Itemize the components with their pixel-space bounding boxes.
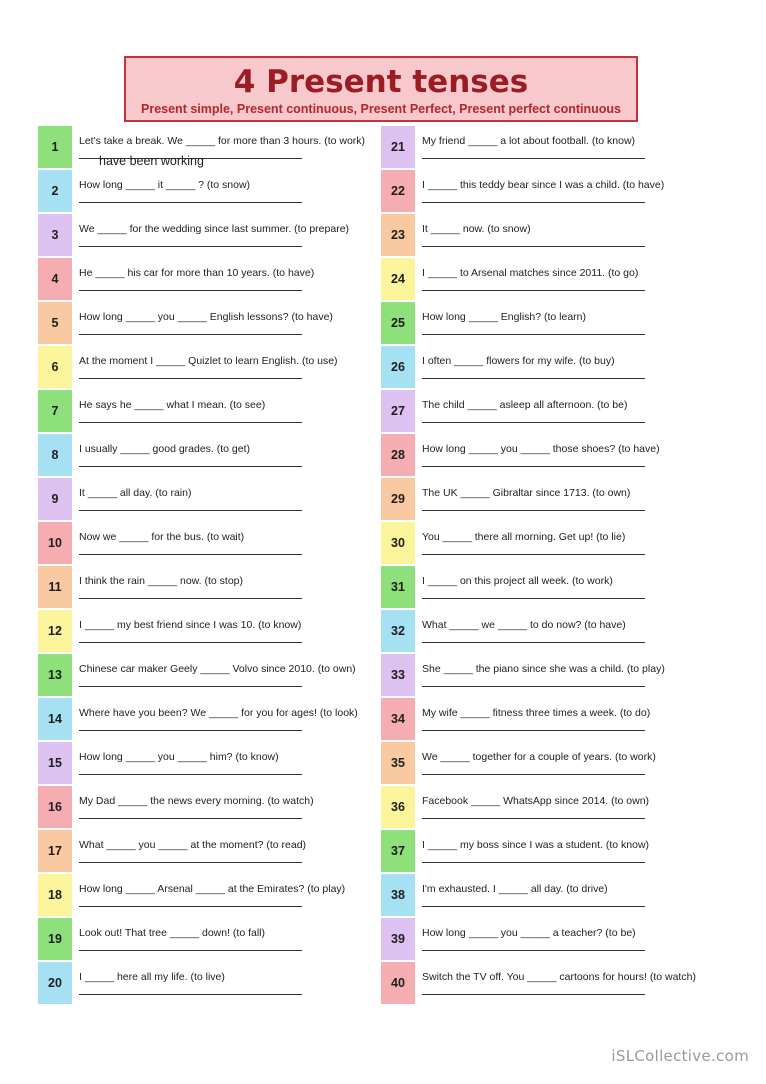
- exercise-question: You _____ there all morning. Get up! (to lie): [422, 531, 626, 543]
- answer-line[interactable]: [79, 774, 302, 775]
- exercise-item: [381, 829, 726, 873]
- exercise-item: [381, 741, 726, 785]
- answer-line[interactable]: [422, 686, 645, 687]
- answer-line[interactable]: [79, 334, 302, 335]
- exercise-question: She _____ the piano since she was a child. (to play): [422, 663, 665, 675]
- exercise-item: [381, 609, 726, 653]
- answer-line[interactable]: [422, 290, 645, 291]
- exercise-question: My wife _____ fitness three times a week. (to do): [422, 707, 651, 719]
- exercise-question: How long _____ you _____ those shoes? (to have): [422, 443, 660, 455]
- exercise-number: 5: [38, 302, 72, 344]
- answer-line[interactable]: [422, 202, 645, 203]
- answer-line[interactable]: [422, 422, 645, 423]
- exercise-item: [381, 873, 726, 917]
- answer-line[interactable]: [422, 246, 645, 247]
- exercise-question: I _____ on this project all week. (to work): [422, 575, 613, 587]
- exercise-question: Switch the TV off. You _____ cartoons for hours! (to watch): [422, 971, 696, 983]
- exercise-number: 36: [381, 786, 415, 828]
- exercise-number: 30: [381, 522, 415, 564]
- exercise-question: Facebook _____ WhatsApp since 2014. (to own): [422, 795, 650, 807]
- exercise-item: [38, 697, 383, 741]
- exercise-question: My Dad _____ the news every morning. (to watch): [79, 795, 314, 807]
- exercise-number: 14: [38, 698, 72, 740]
- answer-line[interactable]: [79, 466, 302, 467]
- answer-line[interactable]: [422, 554, 645, 555]
- exercise-question: I _____ my best friend since I was 10. (to know): [79, 619, 302, 631]
- answer-line[interactable]: [79, 994, 302, 995]
- exercise-number: 7: [38, 390, 72, 432]
- answer-line[interactable]: [79, 906, 302, 907]
- exercise-question: I often _____ flowers for my wife. (to buy): [422, 355, 615, 367]
- answer-line[interactable]: [79, 818, 302, 819]
- exercise-question: Let's take a break. We _____ for more than 3 hours. (to work): [79, 135, 366, 147]
- answer-line[interactable]: [422, 994, 645, 995]
- exercise-question: I _____ here all my life. (to live): [79, 971, 225, 983]
- exercise-question: I _____ my boss since I was a student. (to know): [422, 839, 650, 851]
- exercise-question: What _____ we _____ to do now? (to have): [422, 619, 626, 631]
- exercise-number: 38: [381, 874, 415, 916]
- exercise-number: 27: [381, 390, 415, 432]
- exercise-number: 4: [38, 258, 72, 300]
- exercise-number: 11: [38, 566, 72, 608]
- exercise-question: Now we _____ for the bus. (to wait): [79, 531, 245, 543]
- exercise-item: [38, 741, 383, 785]
- exercise-item: [381, 125, 726, 169]
- exercise-item: [381, 257, 726, 301]
- title-box: [124, 56, 638, 122]
- answer-line[interactable]: [79, 686, 302, 687]
- exercise-number: 39: [381, 918, 415, 960]
- answer-line[interactable]: [79, 730, 302, 731]
- exercise-item: [38, 565, 383, 609]
- exercise-item: [38, 345, 383, 389]
- answer-line[interactable]: [422, 818, 645, 819]
- exercise-item: [381, 917, 726, 961]
- answer-line[interactable]: [79, 246, 302, 247]
- exercise-item: [38, 125, 383, 169]
- exercise-question: We _____ together for a couple of years. (to work): [422, 751, 656, 763]
- exercise-item: [38, 609, 383, 653]
- exercise-item: [38, 477, 383, 521]
- answer-line[interactable]: [422, 510, 645, 511]
- exercise-number: 33: [381, 654, 415, 696]
- exercise-number: 6: [38, 346, 72, 388]
- exercise-item: [38, 961, 383, 1005]
- exercise-number: 2: [38, 170, 72, 212]
- answer-line[interactable]: [79, 950, 302, 951]
- exercise-number: 25: [381, 302, 415, 344]
- exercise-item: [38, 873, 383, 917]
- exercise-number: 13: [38, 654, 72, 696]
- exercise-number: 40: [381, 962, 415, 1004]
- exercise-question: How long _____ Arsenal _____ at the Emirates? (to play): [79, 883, 346, 895]
- exercise-number: 8: [38, 434, 72, 476]
- exercise-item: [381, 565, 726, 609]
- exercise-question: How long _____ English? (to learn): [422, 311, 587, 323]
- answer-line[interactable]: [79, 554, 302, 555]
- exercise-question: I _____ to Arsenal matches since 2011. (to go): [422, 267, 639, 279]
- exercise-question: I think the rain _____ now. (to stop): [79, 575, 244, 587]
- exercise-number: 28: [381, 434, 415, 476]
- exercise-number: 3: [38, 214, 72, 256]
- exercise-item: [38, 653, 383, 697]
- answer-text: have been working: [99, 154, 204, 168]
- exercise-question: My friend _____ a lot about football. (to know): [422, 135, 636, 147]
- exercise-question: How long _____ you _____ him? (to know): [79, 751, 279, 763]
- answer-line[interactable]: [79, 202, 302, 203]
- exercise-item: [381, 521, 726, 565]
- exercise-number: 21: [381, 126, 415, 168]
- exercise-item: [38, 433, 383, 477]
- exercise-number: 31: [381, 566, 415, 608]
- answer-line[interactable]: [422, 378, 645, 379]
- exercise-item: [381, 785, 726, 829]
- answer-line[interactable]: [79, 862, 302, 863]
- exercise-item: [38, 301, 383, 345]
- exercise-question: We _____ for the wedding since last summer. (to prepare): [79, 223, 350, 235]
- exercise-item: [381, 961, 726, 1005]
- exercise-question: How long _____ you _____ English lessons? (to have): [79, 311, 333, 323]
- answer-line[interactable]: [79, 510, 302, 511]
- exercise-item: [38, 829, 383, 873]
- exercise-item: [381, 213, 726, 257]
- exercise-item: [38, 389, 383, 433]
- exercise-item: [381, 301, 726, 345]
- exercise-question: How long _____ you _____ a teacher? (to be): [422, 927, 636, 939]
- exercise-question: He says he _____ what I mean. (to see): [79, 399, 266, 411]
- exercise-number: 15: [38, 742, 72, 784]
- exercise-number: 17: [38, 830, 72, 872]
- exercise-number: 29: [381, 478, 415, 520]
- exercise-number: 35: [381, 742, 415, 784]
- exercise-item: [381, 389, 726, 433]
- exercise-number: 9: [38, 478, 72, 520]
- exercise-question: Chinese car maker Geely _____ Volvo since 2010. (to own): [79, 663, 356, 675]
- answer-line[interactable]: [422, 598, 645, 599]
- exercise-question: The child _____ asleep all afternoon. (to be): [422, 399, 628, 411]
- exercise-number: 26: [381, 346, 415, 388]
- exercise-question: I'm exhausted. I _____ all day. (to drive): [422, 883, 608, 895]
- page-title: 4 Present tenses: [233, 64, 529, 100]
- exercise-number: 10: [38, 522, 72, 564]
- exercise-number: 24: [381, 258, 415, 300]
- answer-line[interactable]: [79, 598, 302, 599]
- exercise-number: 32: [381, 610, 415, 652]
- exercise-item: [38, 917, 383, 961]
- exercise-question: He _____ his car for more than 10 years. (to have): [79, 267, 315, 279]
- exercise-number: 1: [38, 126, 72, 168]
- exercise-question: I _____ this teddy bear since I was a child. (to have): [422, 179, 665, 191]
- page-subtitle: Present simple, Present continuous, Present Perfect, Present perfect continuous: [141, 102, 621, 116]
- exercise-number: 12: [38, 610, 72, 652]
- exercise-number: 18: [38, 874, 72, 916]
- exercise-number: 19: [38, 918, 72, 960]
- answer-line[interactable]: [422, 906, 645, 907]
- exercise-item: [381, 169, 726, 213]
- exercise-question: I usually _____ good grades. (to get): [79, 443, 251, 455]
- exercise-column-right: [381, 125, 726, 1005]
- answer-line[interactable]: [422, 158, 645, 159]
- exercise-question: Where have you been? We _____ for you for ages! (to look): [79, 707, 358, 719]
- exercise-number: 22: [381, 170, 415, 212]
- answer-line[interactable]: [422, 334, 645, 335]
- exercise-item: [38, 785, 383, 829]
- site-logo: iSLCollective.com: [611, 1047, 749, 1065]
- exercise-question: Look out! That tree _____ down! (to fall): [79, 927, 266, 939]
- exercise-number: 34: [381, 698, 415, 740]
- exercise-item: [38, 521, 383, 565]
- answer-line[interactable]: [422, 862, 645, 863]
- answer-line[interactable]: [79, 422, 302, 423]
- exercise-item: [381, 345, 726, 389]
- exercise-question: At the moment I _____ Quizlet to learn English. (to use): [79, 355, 338, 367]
- exercise-item: [38, 169, 383, 213]
- exercise-question: It _____ now. (to snow): [422, 223, 531, 235]
- answer-line[interactable]: [79, 290, 302, 291]
- exercise-item: [381, 697, 726, 741]
- exercise-item: [381, 433, 726, 477]
- exercise-number: 37: [381, 830, 415, 872]
- exercise-item: [38, 257, 383, 301]
- answer-line[interactable]: [79, 642, 302, 643]
- exercise-item: [381, 653, 726, 697]
- exercise-number: 20: [38, 962, 72, 1004]
- exercise-number: 23: [381, 214, 415, 256]
- exercise-question: What _____ you _____ at the moment? (to read): [79, 839, 307, 851]
- exercise-question: How long _____ it _____ ? (to snow): [79, 179, 251, 191]
- exercise-number: 16: [38, 786, 72, 828]
- exercise-item: [381, 477, 726, 521]
- answer-line[interactable]: [422, 774, 645, 775]
- exercise-item: [38, 213, 383, 257]
- answer-line[interactable]: [422, 642, 645, 643]
- answer-line[interactable]: [422, 466, 645, 467]
- exercise-question: The UK _____ Gibraltar since 1713. (to own): [422, 487, 631, 499]
- answer-line[interactable]: [422, 730, 645, 731]
- exercise-question: It _____ all day. (to rain): [79, 487, 192, 499]
- exercise-column-left: [38, 125, 383, 1005]
- answer-line[interactable]: [422, 950, 645, 951]
- answer-line[interactable]: [79, 378, 302, 379]
